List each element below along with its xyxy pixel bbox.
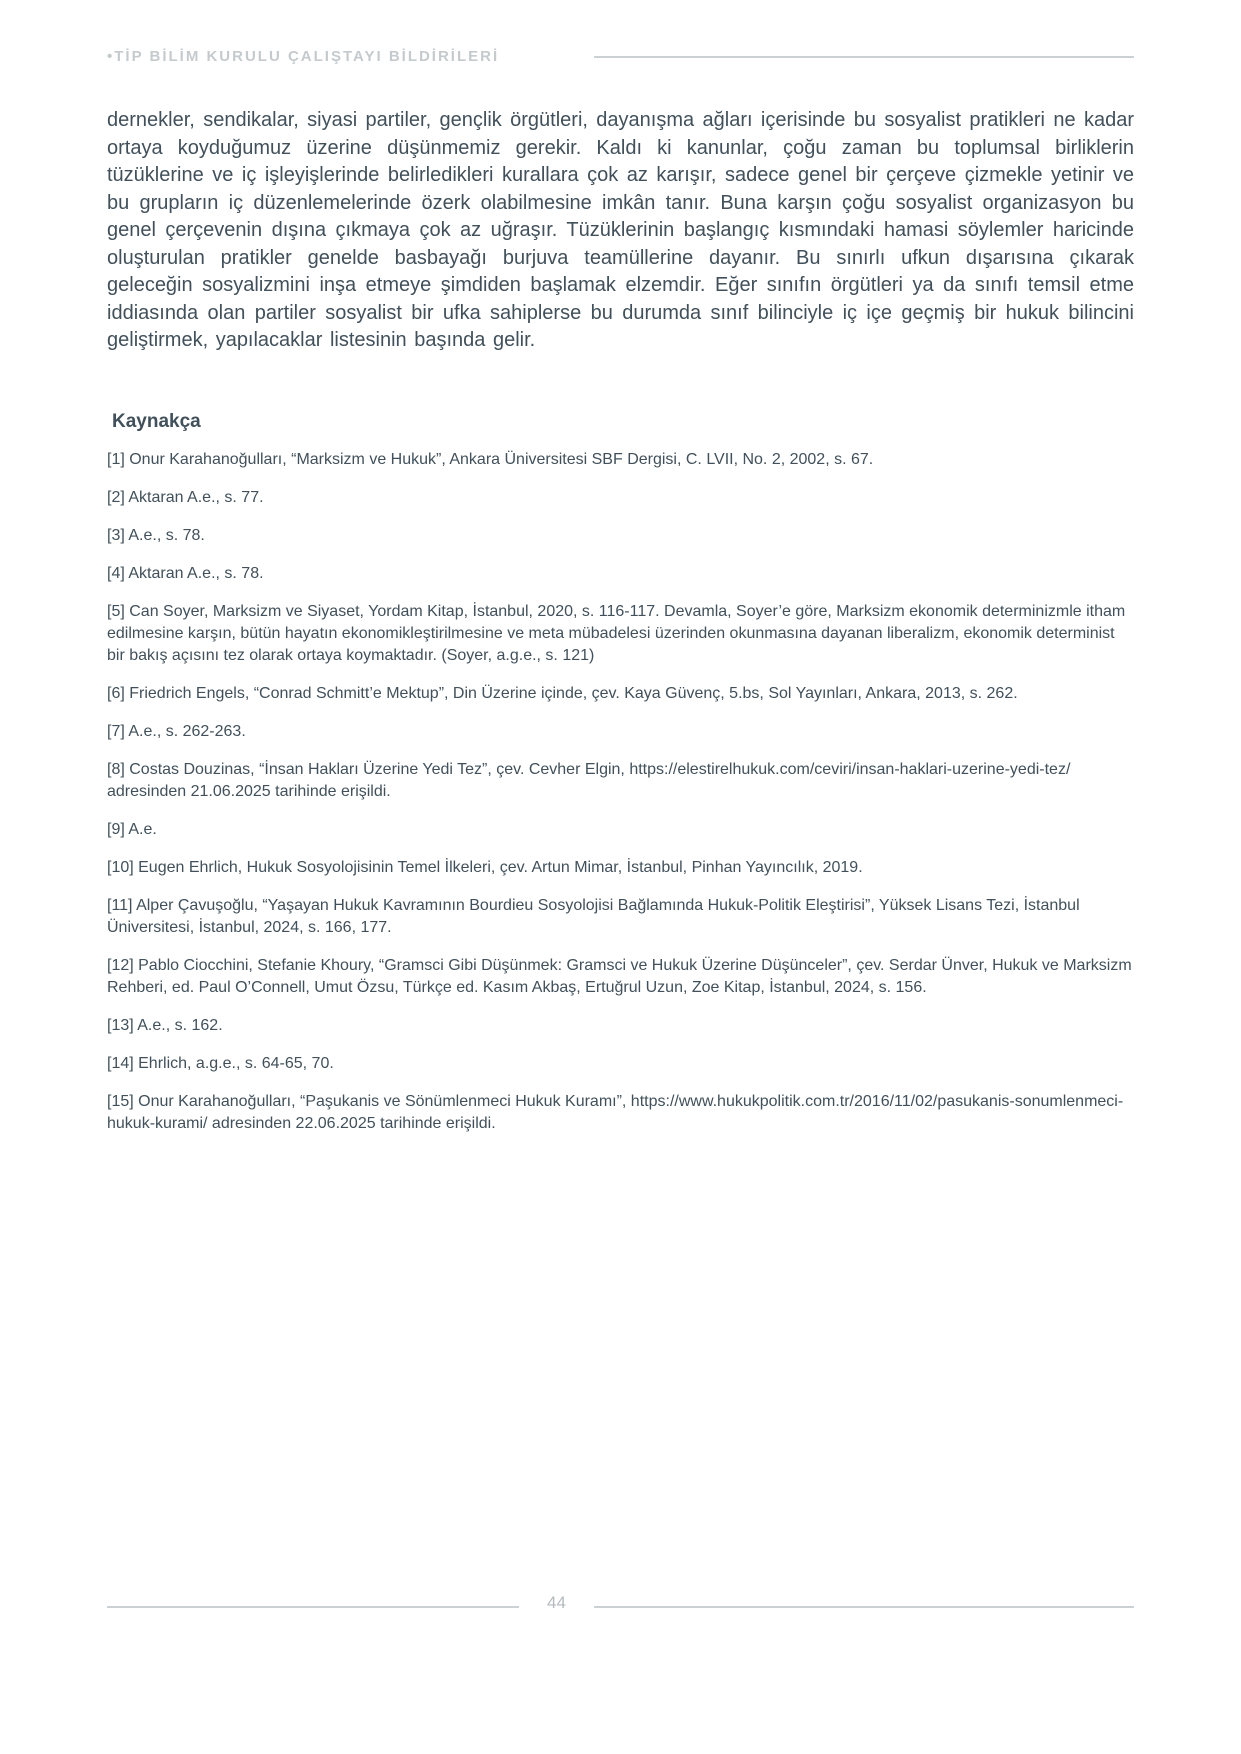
page-content xyxy=(107,48,1134,1135)
reference-item: [3] A.e., s. 78. xyxy=(107,526,205,544)
reference-item: [2] Aktaran A.e., s. 77. xyxy=(107,488,264,506)
reference-item: [9] A.e. xyxy=(107,820,157,838)
reference-item: [8] Costas Douzinas, “İnsan Hakları Üzerine Yedi Tez”, çev. Cevher Elgin, https://elestirelhukuk.com/ceviri/insan-haklari-uzerine-yedi-tez/ adresinden 21.06.2025 tarihinde erişildi. xyxy=(107,760,1071,800)
header-title: •TİP BİLİM KURULU ÇALIŞTAYI BİLDİRİLERİ xyxy=(107,48,500,65)
page-number: 44 xyxy=(547,1593,566,1612)
references-heading: Kaynakça xyxy=(112,410,201,432)
footer-rule-right xyxy=(594,1606,1134,1608)
reference-item: [11] Alper Çavuşoğlu, “Yaşayan Hukuk Kavramının Bourdieu Sosyolojisi Bağlamında Hukuk-Politik Eleştirisi”, Yüksek Lisans Tezi, İstanbul Üniversitesi, İstanbul, 2024, s. 166, 177. xyxy=(107,896,1080,936)
reference-item: [6] Friedrich Engels, “Conrad Schmitt’e Mektup”, Din Üzerine içinde, çev. Kaya Güvenç, 5.bs, Sol Yayınları, Ankara, 2013, s. 262. xyxy=(107,684,1018,702)
references-list xyxy=(107,449,1134,1135)
footer-rule-left xyxy=(107,1606,519,1608)
reference-item: [7] A.e., s. 262-263. xyxy=(107,722,246,740)
reference-item: [1] Onur Karahanoğulları, “Marksizm ve Hukuk”, Ankara Üniversitesi SBF Dergisi, C. LVII, No. 2, 2002, s. 67. xyxy=(107,450,874,468)
page-footer xyxy=(107,1593,1134,1615)
reference-item: [10] Eugen Ehrlich, Hukuk Sosyolojisinin Temel İlkeleri, çev. Artun Mimar, İstanbul, Pinhan Yayıncılık, 2019. xyxy=(107,858,863,876)
header-rule xyxy=(594,56,1134,58)
reference-item: [14] Ehrlich, a.g.e., s. 64-65, 70. xyxy=(107,1054,334,1072)
body-paragraph: dernekler, sendikalar, siyasi partiler, gençlik örgütleri, dayanışma ağları içerisinde bu sosyalist pratikleri ne kadar ortaya koyduğumuz üzerine düşünmemiz gerekir. Kaldı ki kanunlar, çoğu zaman bu toplumsal birliklerin tüzüklerine ve iç işleyişlerinde belirledikleri kurallara çok az karışır, sadece genel bir çerçeve çizmekle yetinir ve bu grupların iç düzenlemelerinde özerk olabilmesine imkân tanır. Buna karşın çoğu sosyalist organizasyon bu genel çerçevenin dışına çıkmaya çok az uğraşır. Tüzüklerinin başlangıç kısmındaki hamasi söylemler haricinde oluşturulan pratikler genelde basbayağı burjuva teamüllerine dayanır. Bu sınırlı ufkun dışarısına çıkarak geleceğin sosyalizmini inşa etmeye şimdiden başlamak elzemdir. Eğer sınıfın örgütleri ya da sınıfı temsil etme iddiasında olan partiler sosyalist bir ufka sahiplerse bu durumda sınıf bilinciyle iç içe geçmiş bir hukuk bilincini geliştirmek, yapılacaklar listesinin başında gelir. xyxy=(107,109,1134,351)
reference-item: [15] Onur Karahanoğulları, “Paşukanis ve Sönümlenmeci Hukuk Kuramı”, https://www.hukukpolitik.com.tr/2016/11/02/pasukanis-sonumlenmeci-hukuk-kurami/ adresinden 22.06.2025 tarihinde erişildi. xyxy=(107,1092,1124,1132)
reference-item: [5] Can Soyer, Marksizm ve Siyaset, Yordam Kitap, İstanbul, 2020, s. 116-117. Devamla, Soyer’e göre, Marksizm ekonomik determinizmle itham edilmesine karşın, bütün hayatın ekonomikleştirilmesine ve meta mübadelesi üzerinden okunmasına dayanan liberalizm, ekonomik determinist bir bakış açısını tez olarak ortaya koymaktadır. (Soyer, a.g.e., s. 121) xyxy=(107,602,1126,664)
reference-item: [4] Aktaran A.e., s. 78. xyxy=(107,564,264,582)
page-header xyxy=(107,48,1134,65)
reference-item: [12] Pablo Ciocchini, Stefanie Khoury, “Gramsci Gibi Düşünmek: Gramsci ve Hukuk Üzerine Düşünceler”, çev. Serdar Ünver, Hukuk ve Marksizm Rehberi, ed. Paul O’Connell, Umut Özsu, Türkçe ed. Kasım Akbaş, Ertuğrul Uzun, Zoe Kitap, İstanbul, 2024, s. 156. xyxy=(107,956,1132,996)
reference-item: [13] A.e., s. 162. xyxy=(107,1016,223,1034)
